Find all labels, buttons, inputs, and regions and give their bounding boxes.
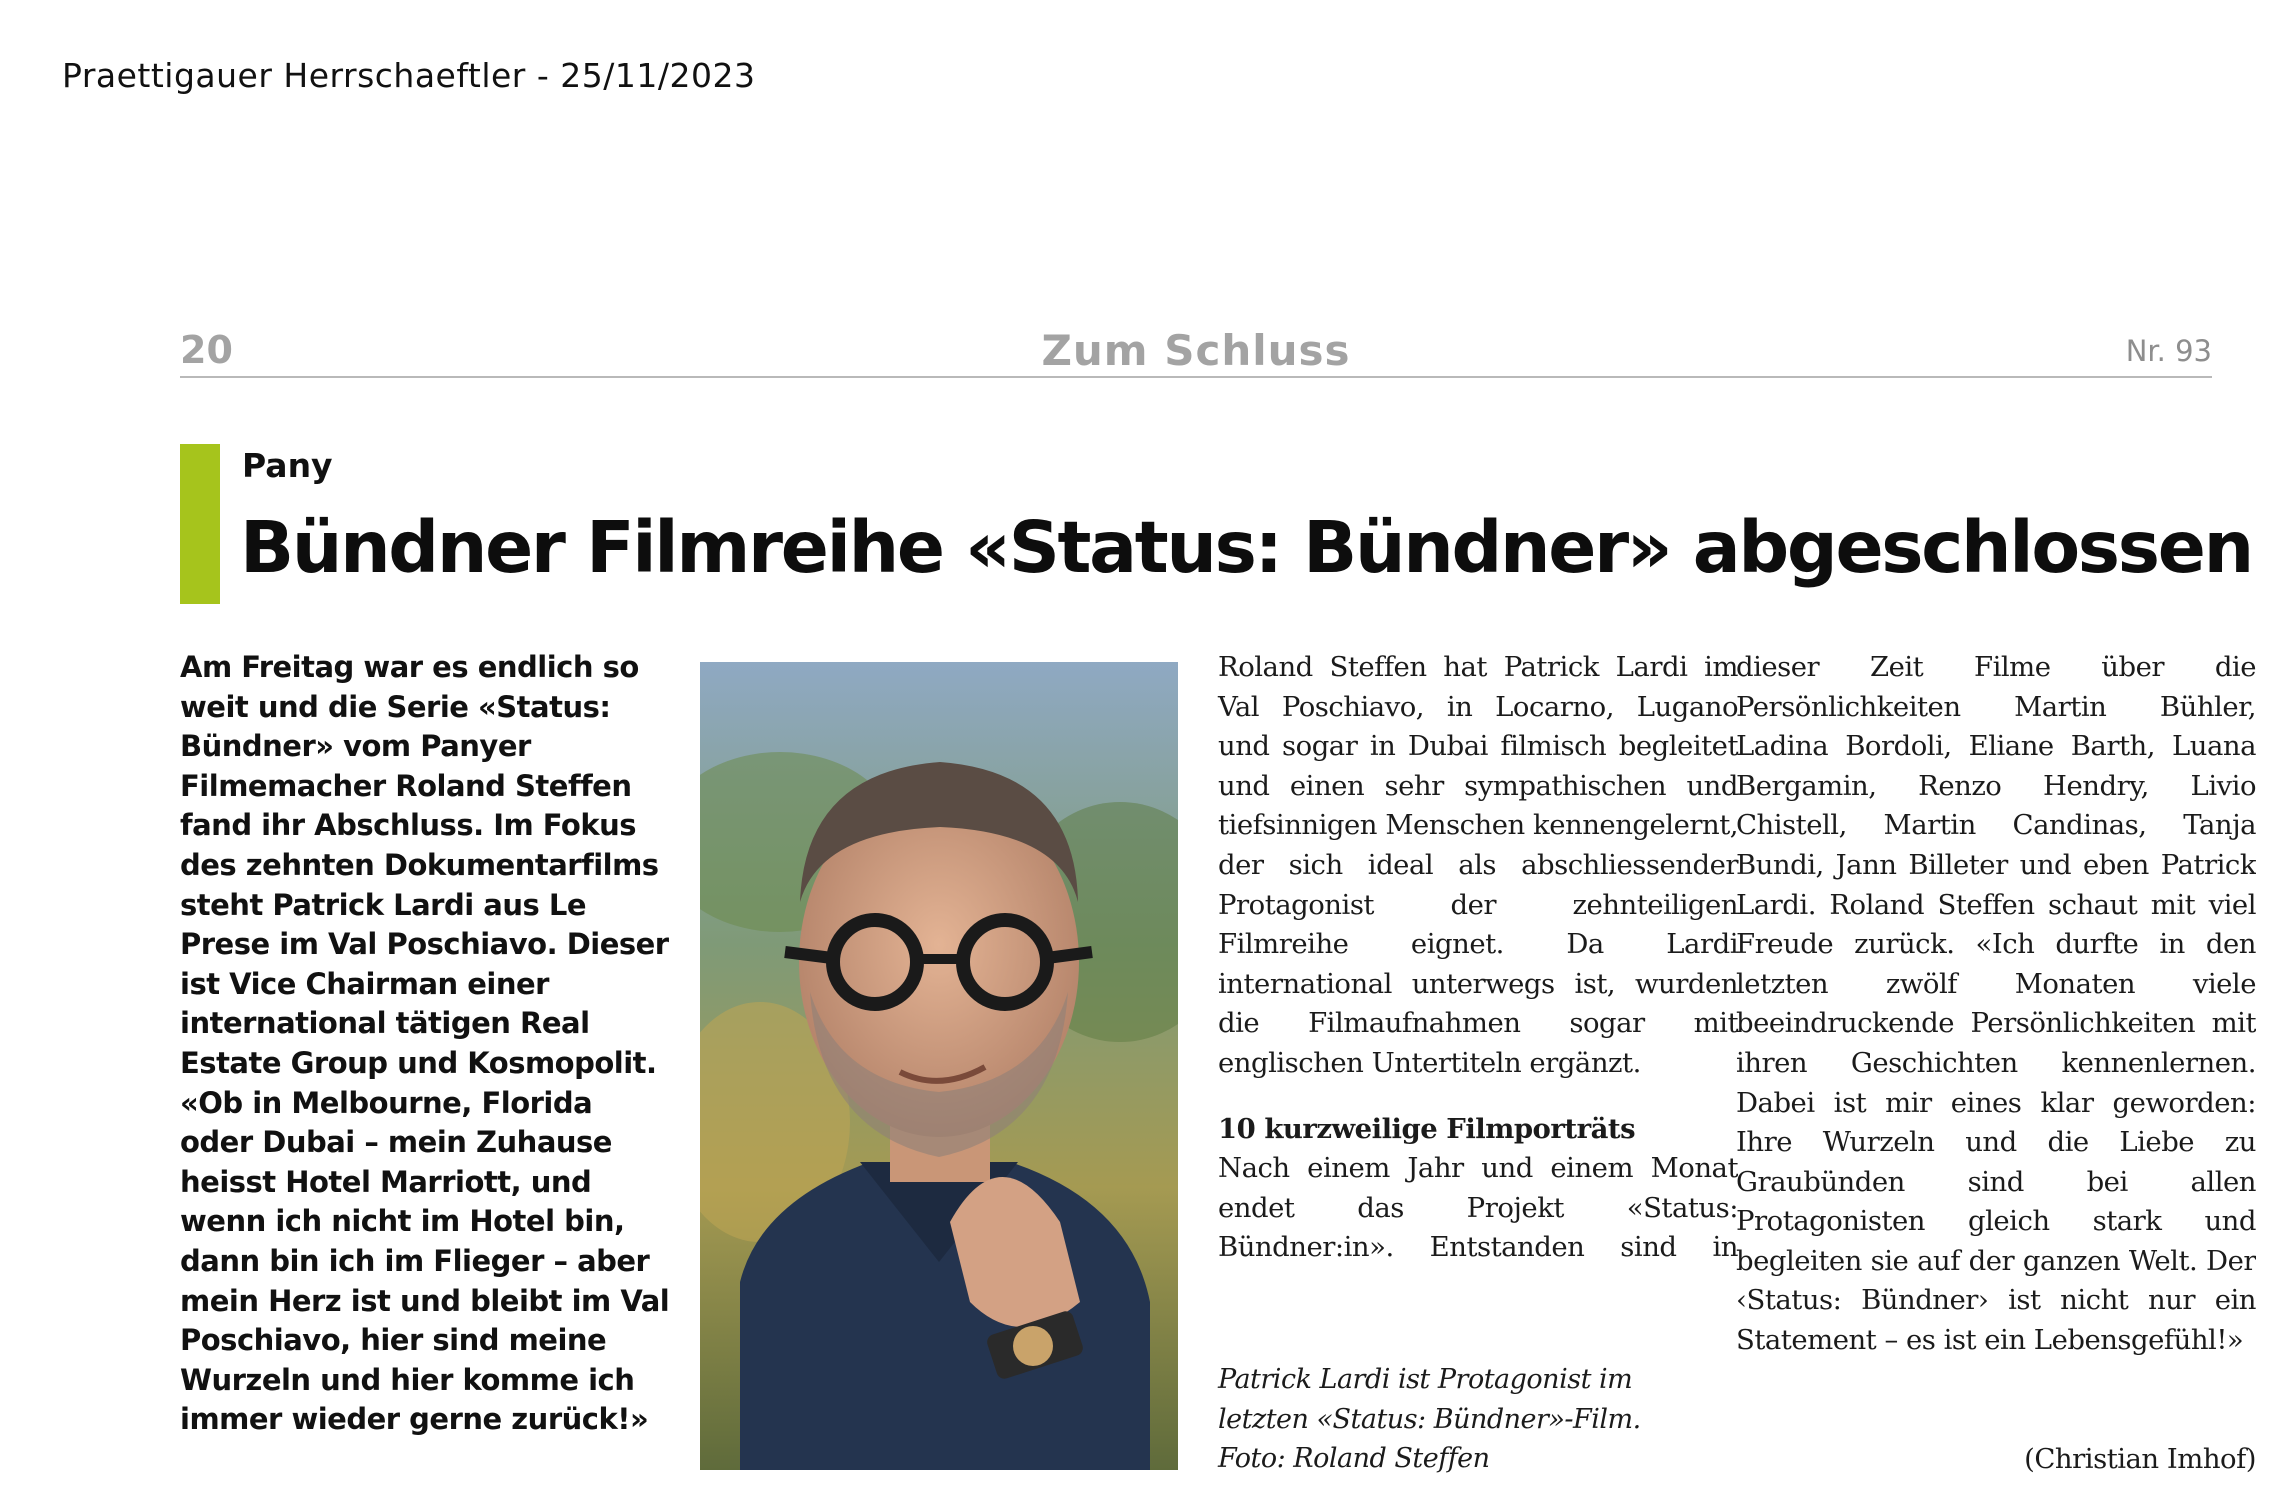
- lead-column: [180, 648, 670, 1440]
- lead-paragraph: Am Freitag war es endlich so weit und die Serie «Status: Bündner» vom Panyer Filmemacher Roland Steffen fand ihr Abschluss. Im Fokus des zehnten Dokumentarfilms steht Patrick Lardi aus Le Prese im Val Poschiavo. Dieser ist Vice Chairman einer international tätigen Real Estate Group und Kosmopolit.: [180, 650, 669, 1080]
- body-paragraph-2: Nach einem Jahr und einem Monat endet das Projekt «Status: Bündner:in». Entstanden sind in: [1218, 1152, 1738, 1264]
- body-paragraph-2-continued: dieser Zeit Filme über die Persönlichkeiten Martin Bühler, Ladina Bordoli, Eliane Barth, Luana Bergamin, Renzo Hendry, Livio Chistell, Martin Candinas, Tanja Bundi, Jann Billeter und eben Patrick Lardi. Roland Steffen schaut mit viel Freude zurück. «Ich durfte in den letzten zwölf Monaten viele beeindruckende Persönlichkeiten mit ihren Geschichten kennenlernen. Dabei ist mir eines klar geworden: Ihre Wurzeln und die Liebe zu Graubünden sind bei allen Protagonisten gleich stark und begleiten sie auf der ganzen Welt. Der ‹Status: Bündner› ist nicht nur ein Statement – es ist ein Lebensgefühl!»: [1736, 650, 2256, 1357]
- body-column-1: [1218, 648, 1738, 1267]
- headline-accent-bar: [180, 444, 220, 604]
- caption-line-1: Patrick Lardi ist Protagonist im: [1218, 1364, 1633, 1395]
- body-paragraph-1: Roland Steffen hat Patrick Lardi im Val Poschiavo, in Locarno, Lugano und sogar in Dubai filmisch begleitet und einen sehr sympathischen und tiefsinnigen Menschen kennengelernt, der sich ideal als abschliessender Protagonist der zehnteiligen Filmreihe eignet. Da Lardi international unterwegs ist, wurden die Filmaufnahmen sogar mit englischen Untertiteln ergänzt.: [1218, 651, 1738, 1079]
- lead-quote: «Ob in Melbourne, Florida oder Dubai – mein Zuhause heisst Hotel Marriott, und wenn ich nicht im Hotel bin, dann bin ich im Flieger – aber mein Herz ist und bleibt im Val Poschiavo, hier sind meine Wurzeln und hier komme ich immer wieder gerne zurück!»: [180, 1085, 670, 1437]
- portrait-illustration: [700, 662, 1178, 1470]
- kicker: Pany: [242, 446, 333, 485]
- author-credit: (Christian Imhof): [2024, 1443, 2256, 1475]
- body-column-2: [1736, 648, 2256, 1480]
- caption-line-2: letzten «Status: Bündner»-Film.: [1218, 1403, 1641, 1435]
- portrait-photo: [700, 662, 1178, 1470]
- page-number: 20: [180, 328, 233, 372]
- photo-caption: [1218, 1360, 1738, 1479]
- subheading: 10 kurzweilige Filmporträts: [1218, 1112, 1636, 1145]
- section-title: Zum Schluss: [1041, 326, 1351, 375]
- caption-credit: Foto: Roland Steffen: [1218, 1443, 1490, 1475]
- headline: Bündner Filmreihe «Status: Bündner» abgeschlossen: [240, 506, 2252, 589]
- source-line: Praettigauer Herrschaeftler - 25/11/2023: [62, 56, 756, 95]
- issue-number: Nr. 93: [2125, 334, 2212, 368]
- page-header: [180, 320, 2212, 378]
